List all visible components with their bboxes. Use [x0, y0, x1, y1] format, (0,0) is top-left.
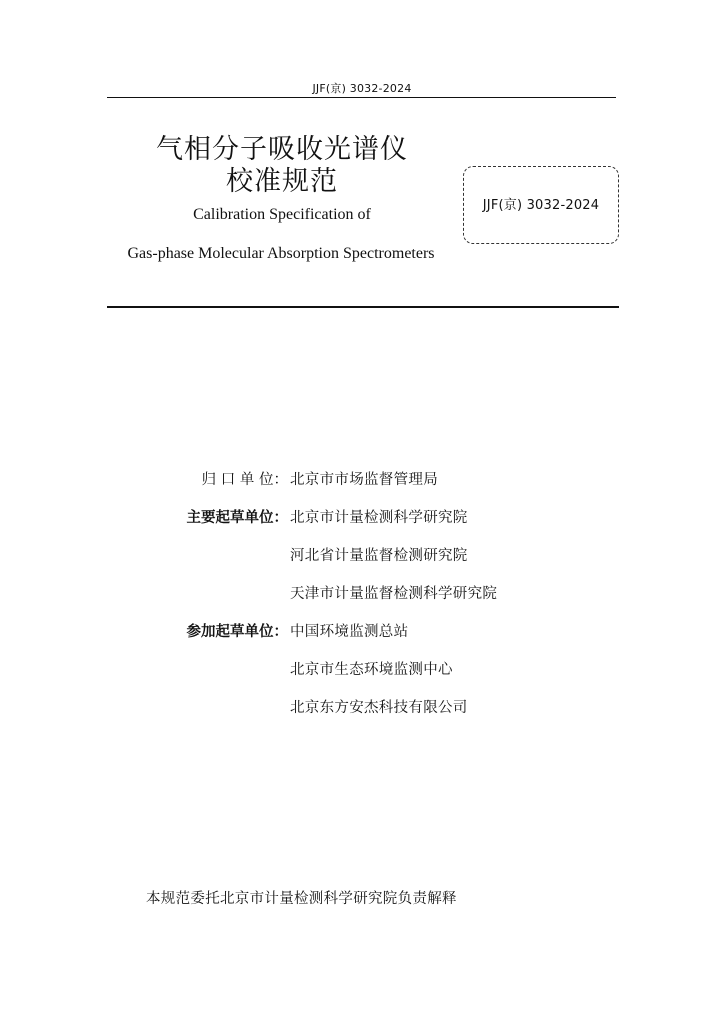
header-divider [107, 97, 616, 98]
participating-unit-row [170, 620, 590, 658]
responsible-unit-value: 北京市市场监督管理局 [290, 472, 438, 488]
participating-unit-2: 北京市生态环境监测中心 [290, 662, 453, 678]
main-drafting-unit-2: 河北省计量监督检测研究院 [290, 548, 468, 564]
responsible-unit-row [170, 468, 590, 506]
specification-code: JJF(京) 3032-2024 [482, 198, 600, 213]
drafting-units-block [170, 468, 590, 734]
title-english-line-1: Calibration Specification of [193, 206, 371, 223]
participating-unit-label: 参加起草单位： [186, 624, 288, 640]
title-chinese-line-1: 气相分子吸收光谱仪 [156, 134, 408, 165]
main-drafting-unit-row [170, 544, 590, 582]
title-divider [107, 306, 619, 308]
title-chinese-line-2: 校准规范 [226, 166, 338, 197]
main-drafting-unit-1: 北京市计量检测科学研究院 [290, 510, 468, 526]
title-english-line-2: Gas-phase Molecular Absorption Spectrometers [127, 245, 435, 262]
interpretation-note: 本规范委托北京市计量检测科学研究院负责解释 [146, 891, 457, 907]
main-drafting-unit-row [170, 506, 590, 544]
participating-unit-1: 中国环境监测总站 [290, 624, 409, 640]
main-drafting-unit-3: 天津市计量监督检测科学研究院 [290, 586, 498, 602]
participating-unit-3: 北京东方安杰科技有限公司 [290, 700, 468, 716]
main-drafting-unit-label: 主要起草单位： [186, 510, 288, 526]
participating-unit-row [170, 658, 590, 696]
responsible-unit-label [170, 468, 288, 489]
main-drafting-unit-row [170, 582, 590, 620]
running-header-code: JJF(京) 3032-2024 [312, 82, 412, 95]
specification-code-box [463, 166, 619, 244]
responsible-unit-label-text: 归 口 单 位： [201, 472, 288, 488]
participating-unit-row [170, 696, 590, 734]
